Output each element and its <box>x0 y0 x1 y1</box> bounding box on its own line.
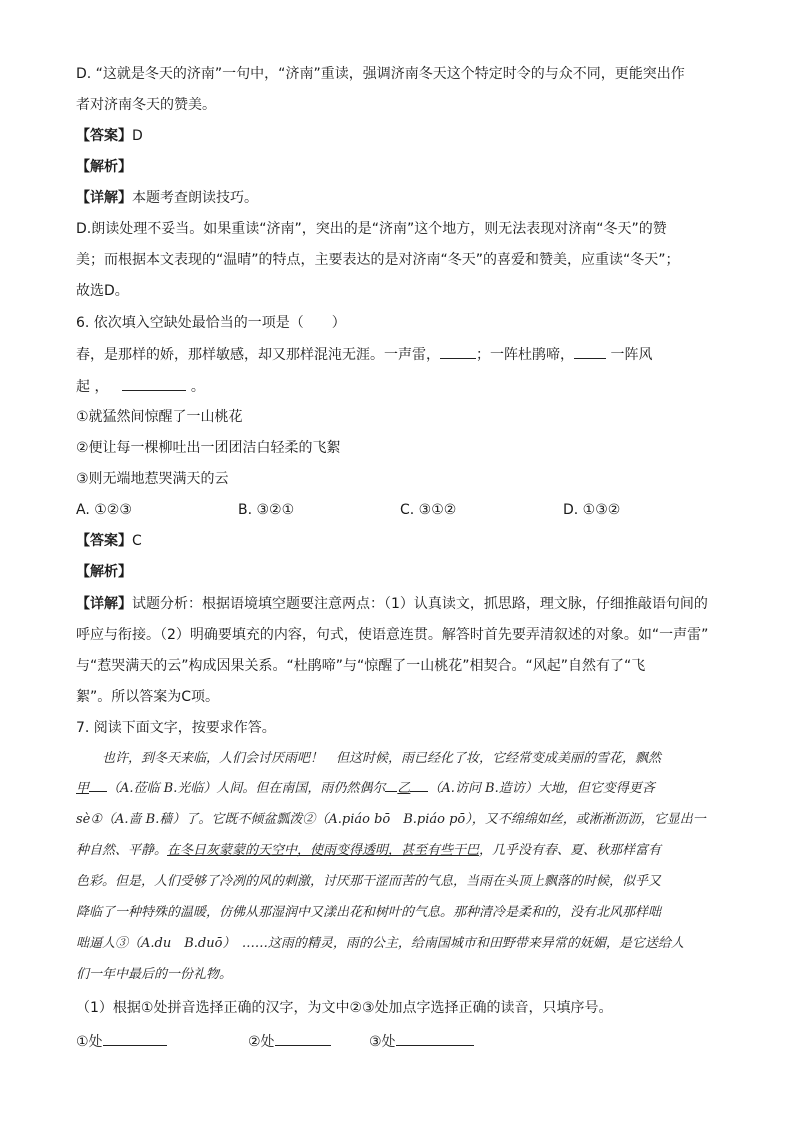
q5-answer <box>76 126 143 146</box>
q6-item-3: ③则无端地惹哭满天的云 <box>76 471 229 487</box>
q6-item-1: ①就猛然间惊醒了一山桃花 <box>76 409 243 425</box>
answer-blank[interactable] <box>275 1031 331 1046</box>
underlined-sentence: 在冬日灰蒙蒙的天空中，使雨变得透明，甚至有些干巴 <box>167 843 480 858</box>
detail-text: 本题考查朗读技巧。 <box>132 190 258 206</box>
fill-blank <box>122 376 186 391</box>
answer-blank[interactable] <box>103 1031 167 1046</box>
passage-text: （A.访问 B.造访）大地，但它变得更吝 <box>428 781 655 796</box>
q7-blank-2 <box>248 1031 331 1052</box>
q7-passage-line2 <box>76 779 655 799</box>
detail-tag: 【详解】 <box>76 596 132 612</box>
blank-label: ③处 <box>369 1034 396 1050</box>
q7-passage-line5: 色彩。但是，人们受够了冷冽的风的刺激，讨厌那干涩而苦的气息，当雨在头顶上飘落的时候，似乎又 <box>76 874 662 889</box>
q7-passage-line3: sè①（A.啬 B.穑）了。它既不倾盆瓢泼②（A.piáo bō B.piáo pō），又不绵绵如丝，或淅淅沥沥，它显出一 <box>76 812 706 827</box>
q6-text-part: 。 <box>186 379 205 395</box>
detail-tag: 【详解】 <box>76 190 132 206</box>
q7-blank-1 <box>76 1031 167 1052</box>
q6-text-line1 <box>76 344 652 365</box>
q6-detail-line2: 呼应与衔接。（2）明确要填充的内容，句式，使语意连贯。解答时首先要弄清叙述的对象。如“一声雷” <box>76 627 709 643</box>
blank-yi: 乙 <box>397 781 411 796</box>
q6-option-d: D. ①③② <box>563 502 621 518</box>
q7-passage-line4 <box>76 841 661 861</box>
answer-value: D <box>132 128 143 144</box>
blank-jia: 甲 <box>76 781 90 796</box>
q6-text-part: ；一阵杜鹃啼， <box>476 347 574 363</box>
q5-option-d-line2: 者对济南冬天的赞美。 <box>76 97 216 113</box>
fill-blank <box>440 344 476 359</box>
q5-detail-line3: 美；而根据本文表现的“温晴”的特点，主要表达的是对济南“冬天”的喜爱和赞美，应重读“冬天”； <box>76 252 680 268</box>
blank-label: ①处 <box>76 1034 103 1050</box>
q6-text-part: 春，是那样的娇，那样敏感，却又那样混沌无涯。一声雷， <box>76 347 440 363</box>
q7-passage-line7: 咄逼人③（A.du B.duō） ……这雨的精灵，雨的公主，给南国城市和田野带来异常的妩媚，是它送给人 <box>76 936 684 951</box>
q7-passage-line6: 降临了一种特殊的温暖，仿佛从那湿润中又漾出花和树叶的气息。那种清冷是柔和的，没有北风那样咄 <box>76 905 662 920</box>
blank-label: ②处 <box>248 1034 275 1050</box>
q6-analysis-tag: 【解析】 <box>76 564 132 580</box>
answer-value: C <box>132 533 142 549</box>
detail-text: 试题分析：根据语境填空题要注意两点：（1）认真读文，抓思路，理文脉，仔细推敲语句间的 <box>132 596 708 612</box>
q6-text-part: 一阵风 <box>606 347 653 363</box>
q7-blank-3 <box>369 1031 474 1052</box>
q6-detail-line3: 与“惹哭满天的云”构成因果关系。“杜鹃啼”与“惊醒了一山桃花”相契合。“风起”自然有了“飞 <box>76 658 646 674</box>
q6-option-b: B. ③②① <box>238 502 295 518</box>
q6-item-2: ②便让每一棵柳吐出一团团洁白轻柔的飞絮 <box>76 440 341 456</box>
q6-answer <box>76 531 142 551</box>
q7-passage-line1: 也许，到冬天来临，人们会讨厌雨吧！ 但这时候，雨已经化了妆，它经常变成美丽的雪花，飘然 <box>76 751 662 766</box>
q7-sub-question-1: （1）根据①处拼音选择正确的汉字，为文中②③处加点字选择正确的读音，只填序号。 <box>76 1000 613 1016</box>
passage-text: 种自然、平静。 <box>76 843 168 858</box>
passage-text: （A.莅临 B.光临）人间。但在南国，雨仍然偶尔 <box>107 781 386 796</box>
q6-option-c: C. ③①② <box>400 502 457 518</box>
q6-detail-line4: 絮”。所以答案为C项。 <box>76 689 220 705</box>
q6-detail-line1 <box>76 594 708 614</box>
answer-blank[interactable] <box>396 1031 474 1046</box>
q5-analysis-tag: 【解析】 <box>76 159 132 175</box>
q6-stem: 6. 依次填入空缺处最恰当的一项是（ ） <box>76 315 346 331</box>
q6-text-line2 <box>76 376 205 397</box>
answer-tag: 【答案】 <box>76 128 132 144</box>
q7-passage-line8: 们一年中最后的一份礼物。 <box>76 967 233 982</box>
q5-detail-line2: D.朗读处理不妥当。如果重读“济南”，突出的是“济南”这个地方，则无法表现对济南“冬天”的赞 <box>76 221 667 237</box>
q6-option-a: A. ①②③ <box>76 502 132 518</box>
q5-detail-line1 <box>76 188 258 208</box>
passage-text: ，几乎没有春、夏、秋那样富有 <box>479 843 662 858</box>
fill-blank <box>574 344 606 359</box>
q6-text-part: 起 ， <box>76 379 109 395</box>
q5-detail-line4: 故选D。 <box>76 283 129 299</box>
q5-option-d-line1: D. “这就是冬天的济南”一句中，“济南”重读，强调济南冬天这个特定时令的与众不同，更能突出作 <box>76 66 685 82</box>
answer-tag: 【答案】 <box>76 533 132 549</box>
q7-stem: 7. 阅读下面文字，按要求作答。 <box>76 720 276 736</box>
